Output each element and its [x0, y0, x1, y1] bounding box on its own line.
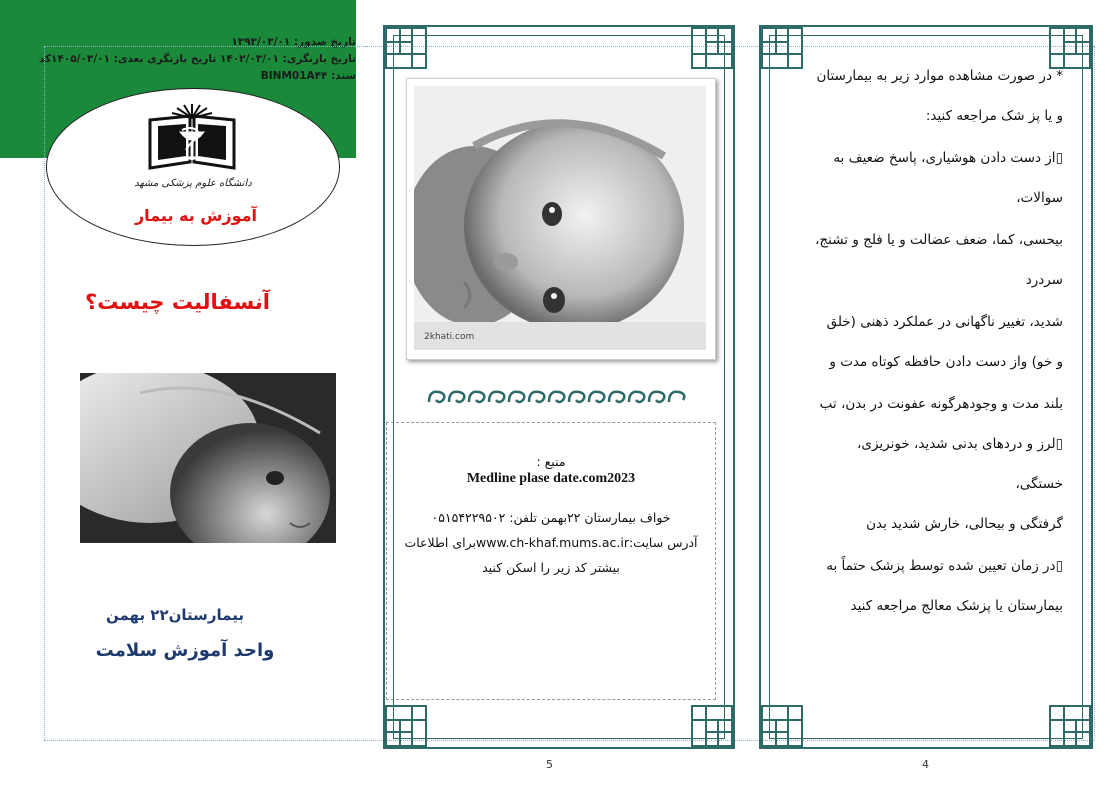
- issue-date: تاریخ صدور: ۱۳۹۳/۰۳/۰۱: [231, 36, 356, 48]
- right-panel-inner-frame: [769, 35, 1083, 739]
- margin-guide-top: [44, 46, 366, 47]
- body-line: سردرد: [1025, 272, 1063, 288]
- corner-ornament-icon: [760, 26, 804, 70]
- source-label: منبع :: [536, 454, 566, 469]
- website-line: آدرس سایت:www.ch-khaf.mums.ac.irبرای اطلاعات: [404, 535, 698, 550]
- body-line: و یا پز شک مراجعه کنید:: [925, 108, 1063, 124]
- patient-education-label: آموزش به بیمار: [134, 206, 258, 225]
- body-line: بیحسی، کما، ضعف عضالت و یا فلج و تشنج،: [815, 232, 1063, 248]
- baby-hat-photo: [80, 373, 336, 543]
- body-line: خستگی،: [1015, 476, 1063, 492]
- corner-ornament-icon: [690, 26, 734, 70]
- body-line-text: از دست دادن هوشیاری، پاسخ ضعیف به: [833, 150, 1056, 166]
- source-reference: Medline plase date.com2023: [466, 471, 636, 486]
- body-line-bulleted: [833, 150, 1063, 166]
- university-logo-icon: [142, 102, 242, 172]
- body-line: سوالات،: [1016, 190, 1063, 206]
- document-code: سند: BINM01A۴۴: [260, 70, 356, 82]
- corner-ornament-icon: [690, 704, 734, 748]
- corner-ornament-icon: [384, 26, 428, 70]
- hospital-name: بیمارستان۲۲ بهمن: [105, 606, 244, 624]
- body-line-text: لرز و دردهای بدنی شدید، خونریزی،: [857, 436, 1056, 452]
- body-line: و خو) واز دست دادن حافظه کوتاه مدت و: [829, 354, 1063, 370]
- margin-guide-left: [44, 46, 45, 740]
- bullet-icon: ▯: [1055, 150, 1063, 166]
- photo-watermark: 2khati.com: [424, 332, 475, 342]
- body-line-bulleted: [826, 558, 1063, 574]
- corner-ornament-icon: [384, 704, 428, 748]
- body-line-text: در زمان تعیین شده توسط پزشک حتماً به: [826, 558, 1056, 574]
- corner-ornament-icon: [760, 704, 804, 748]
- review-date: تاریخ بازنگری: ۱۴۰۲/۰۳/۰۱ تاریخ بازنگری بعدی: ۱۴۰۵/۰۳/۰۱کد: [38, 53, 356, 65]
- body-line: گرفتگی و بیحالی، خارش شدید بدن: [866, 516, 1063, 532]
- body-line: * در صورت مشاهده موارد زیر به بیمارستان: [816, 68, 1063, 84]
- wave-divider-icon: [423, 386, 689, 408]
- logo-caption: دانشگاه علوم پزشکی مشهد: [134, 178, 252, 189]
- bullet-icon: ▯: [1055, 558, 1063, 574]
- bullet-icon: ▯: [1055, 436, 1063, 452]
- corner-ornament-icon: [1048, 26, 1092, 70]
- body-line: بیمارستان یا پزشک معالج مراجعه کنید: [850, 598, 1063, 614]
- corner-ornament-icon: [1048, 704, 1092, 748]
- margin-guide-right: [1094, 46, 1095, 740]
- page-number-4: 4: [922, 758, 929, 771]
- page-title: آنسفالیت چیست؟: [85, 290, 270, 314]
- hospital-address: خواف بیمارستان ۲۲بهمن تلفن: ۰۵۱۵۴۲۲۹۵۰۲: [431, 510, 671, 525]
- body-line-bulleted: [857, 436, 1063, 452]
- page-number-5: 5: [546, 758, 553, 771]
- scan-instruction: بیشتر کد زیر را اسکن کنید: [482, 560, 620, 575]
- body-line: شدید، تغییر ناگهانی در عملکرد ذهنی (خلق: [826, 314, 1063, 330]
- baby-lying-photo: [414, 86, 706, 350]
- health-education-unit: واحد آموزش سلامت: [95, 640, 275, 661]
- body-line: بلند مدت و وجودهرگونه عفونت در بدن، تب: [819, 396, 1063, 412]
